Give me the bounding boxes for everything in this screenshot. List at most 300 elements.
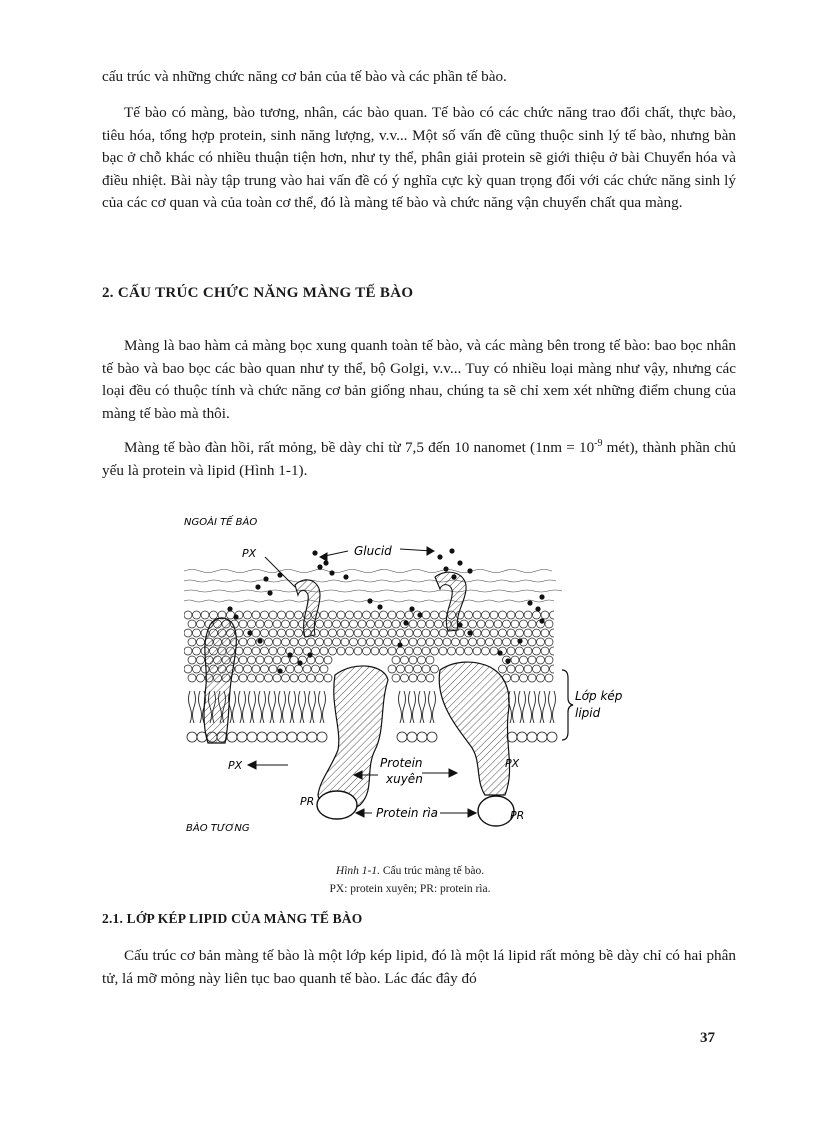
lipid-head: [312, 665, 320, 673]
lipid-head: [248, 620, 256, 628]
lipid-head: [388, 647, 396, 655]
lipid-head: [282, 656, 290, 664]
lipid-head: [533, 611, 541, 619]
lipid-head: [269, 647, 277, 655]
lipid-head: [520, 656, 528, 664]
lipid-head: [524, 629, 532, 637]
glucid-dot: [539, 618, 544, 623]
lipid-head: [409, 638, 417, 646]
lipid-head: [417, 732, 427, 742]
lipid-head: [316, 620, 324, 628]
glucid-dot: [317, 564, 322, 569]
lipid-head: [265, 674, 273, 682]
lipid-head: [346, 629, 354, 637]
exponent: -9: [594, 437, 603, 449]
glucid-dot: [517, 638, 522, 643]
lipid-head: [435, 620, 443, 628]
lipid-head: [273, 638, 281, 646]
lipid-tail: [513, 691, 516, 723]
lipid-head: [248, 638, 256, 646]
lipid-head: [460, 638, 468, 646]
glucid-dot: [397, 642, 402, 647]
lipid-head: [431, 611, 439, 619]
lipid-head: [397, 629, 405, 637]
lipid-tail: [269, 691, 272, 723]
paragraph-membrane-definition: Màng là bao hàm cả màng bọc xung quanh toàn tế bào, và các màng bên trong tế bào: bao bọc nhân tế bào và bao bọc các bào quan như ty thể, bộ Golgi, v.v... Tuy có nhiều loại màng như vậy, nhưng các loại đều có thuộc tính và chức năng cơ bản giống nhau, chúng ta sẽ chỉ xem xét những điểm chung của màng tế bào mà thôi.: [102, 337, 736, 422]
glucid-dot: [539, 594, 544, 599]
glucid-dot: [527, 600, 532, 605]
lipid-head: [363, 629, 371, 637]
lipid-head: [282, 620, 290, 628]
lipid-head: [337, 647, 345, 655]
glucid-dot: [403, 620, 408, 625]
label-outside: NGOÀI TẾ BÀO: [184, 517, 258, 528]
lipid-head: [239, 620, 247, 628]
lipid-head: [358, 620, 366, 628]
lipid-head: [397, 665, 405, 673]
lipid-head: [388, 665, 396, 673]
lipid-head: [490, 647, 498, 655]
lipid-head: [439, 647, 447, 655]
lipid-head: [431, 629, 439, 637]
lipid-head: [320, 647, 328, 655]
lipid-head: [524, 665, 532, 673]
lipid-head: [511, 656, 519, 664]
lipid-head: [533, 629, 541, 637]
lipid-head: [439, 629, 447, 637]
lipid-tail: [243, 691, 246, 723]
label-xuyen: xuyên: [386, 772, 423, 786]
glucid-dot: [307, 652, 312, 657]
lipid-head: [414, 665, 422, 673]
glucid-dot: [323, 560, 328, 565]
lipid-head: [261, 665, 269, 673]
lipid-head: [244, 611, 252, 619]
bilayer-brace: [562, 670, 573, 740]
lipid-head: [520, 620, 528, 628]
glucid-dot: [267, 590, 272, 595]
lipid-tail: [413, 691, 416, 723]
lipid-tail: [429, 691, 432, 723]
lipid-tail: [299, 691, 302, 723]
glucid-dot: [257, 638, 262, 643]
lipid-head: [371, 629, 379, 637]
figure-label: Hình 1-1.: [335, 865, 380, 877]
lipid-head: [547, 732, 557, 742]
lipid-tail: [283, 691, 286, 723]
glucid-dot: [451, 574, 456, 579]
lipid-head: [541, 629, 549, 637]
lipid-head: [490, 611, 498, 619]
lipid-head: [320, 629, 328, 637]
lipid-head: [248, 674, 256, 682]
lipid-tail: [523, 691, 526, 723]
lipid-head: [511, 674, 519, 682]
figure-title: Cấu trúc màng tế bào.: [379, 865, 485, 877]
lipid-head: [452, 638, 460, 646]
lipid-head: [397, 611, 405, 619]
lipid-head: [499, 611, 507, 619]
lipid-head: [297, 732, 307, 742]
lipid-head: [545, 674, 553, 682]
label-glucid: Glucid: [354, 544, 392, 558]
lipid-head: [320, 611, 328, 619]
lipid-head: [448, 647, 456, 655]
lipid-head: [499, 629, 507, 637]
lipid-head: [320, 665, 328, 673]
lipid-head: [316, 638, 324, 646]
lipid-head: [545, 620, 553, 628]
lipid-head: [392, 620, 400, 628]
lipid-head: [516, 665, 524, 673]
lipid-tail: [289, 691, 292, 723]
lipid-head: [269, 629, 277, 637]
lipid-head: [541, 611, 549, 619]
lipid-head: [435, 638, 443, 646]
label-pr-left: PR: [300, 795, 315, 808]
glucid-layer: [184, 570, 562, 603]
lipid-head: [465, 647, 473, 655]
lipid-tail: [409, 691, 412, 723]
lipid-head: [409, 656, 417, 664]
label-pr-right: PR: [510, 809, 525, 822]
lipid-head: [537, 732, 547, 742]
lipid-tail: [193, 691, 196, 723]
cell-membrane-diagram: [170, 505, 623, 850]
lipid-tail: [533, 691, 536, 723]
glucid-dot: [233, 614, 238, 619]
lipid-head: [507, 611, 515, 619]
lipid-head: [550, 611, 558, 619]
lipid-head: [426, 656, 434, 664]
lipid-head: [273, 620, 281, 628]
lipid-head: [329, 611, 337, 619]
lipid-tail: [293, 691, 296, 723]
lipid-head: [550, 647, 558, 655]
lipid-head: [528, 638, 536, 646]
lipid-head: [409, 674, 417, 682]
lipid-tail: [403, 691, 406, 723]
lipid-head: [426, 674, 434, 682]
lipid-tail: [419, 691, 422, 723]
lipid-head: [337, 629, 345, 637]
lipid-head: [477, 638, 485, 646]
lipid-head: [193, 647, 201, 655]
lipid-head: [261, 647, 269, 655]
glucid-dot: [312, 550, 317, 555]
lipid-head: [256, 674, 264, 682]
lipid-head: [307, 638, 315, 646]
lipid-head: [299, 638, 307, 646]
lipid-head: [443, 638, 451, 646]
lipid-head: [388, 611, 396, 619]
lipid-head: [469, 638, 477, 646]
lipid-head: [414, 629, 422, 637]
lipid-head: [257, 732, 267, 742]
lipid-head: [295, 665, 303, 673]
lipid-head: [392, 656, 400, 664]
lipid-head: [524, 611, 532, 619]
lipid-tail: [239, 691, 242, 723]
lipid-tail: [539, 691, 542, 723]
glucid-dot: [329, 570, 334, 575]
lipid-head: [278, 629, 286, 637]
lipid-tail: [249, 691, 252, 723]
lipid-head: [524, 647, 532, 655]
lipid-head: [380, 629, 388, 637]
lipid-head: [239, 638, 247, 646]
lipid-head: [407, 732, 417, 742]
glucid-dot: [457, 560, 462, 565]
lipid-head: [184, 665, 192, 673]
lipid-head: [316, 656, 324, 664]
lipid-head: [367, 620, 375, 628]
glucid-dot: [505, 658, 510, 663]
lipid-head: [252, 647, 260, 655]
lipid-tail: [263, 691, 266, 723]
lipid-head: [329, 647, 337, 655]
lipid-head: [427, 732, 437, 742]
lipid-head: [307, 732, 317, 742]
lipid-tail: [323, 691, 326, 723]
glucid-dot: [443, 566, 448, 571]
lipid-head: [414, 647, 422, 655]
lipid-head: [341, 638, 349, 646]
lipid-head: [507, 629, 515, 637]
lipid-head: [354, 629, 362, 637]
lipid-head: [324, 638, 332, 646]
lipid-head: [261, 629, 269, 637]
lipid-tail: [399, 691, 402, 723]
glucid-dot: [467, 630, 472, 635]
lipid-head: [507, 647, 515, 655]
lipid-head: [317, 732, 327, 742]
lipid-head: [282, 638, 290, 646]
lipid-head: [517, 732, 527, 742]
lipid-head: [426, 620, 434, 628]
glucid-dot: [343, 574, 348, 579]
label-px-right: PX: [505, 757, 520, 770]
lipid-head: [267, 732, 277, 742]
lipid-head: [418, 674, 426, 682]
lipid-head: [528, 620, 536, 628]
lipid-head: [188, 638, 196, 646]
lipid-head: [527, 732, 537, 742]
glucid-dot: [449, 548, 454, 553]
lipid-head: [494, 638, 502, 646]
lipid-head: [184, 629, 192, 637]
lipid-head: [303, 665, 311, 673]
lipid-head: [346, 647, 354, 655]
lipid-head: [418, 638, 426, 646]
lipid-head: [244, 665, 252, 673]
lipid-head: [277, 732, 287, 742]
lipid-head: [324, 674, 332, 682]
lipid-head: [490, 629, 498, 637]
lipid-head: [197, 620, 205, 628]
lipid-head: [520, 674, 528, 682]
lipid-head: [290, 638, 298, 646]
lipid-head: [286, 629, 294, 637]
lipid-tail: [519, 691, 522, 723]
lipid-head: [384, 638, 392, 646]
lipid-head: [273, 674, 281, 682]
glucid-dot: [247, 630, 252, 635]
lipid-head: [507, 665, 515, 673]
lipid-head: [350, 620, 358, 628]
lipid-head: [533, 647, 541, 655]
lipid-head: [201, 611, 209, 619]
lipid-head: [333, 638, 341, 646]
lipid-head: [278, 647, 286, 655]
lipid-head: [295, 629, 303, 637]
lipid-head: [482, 629, 490, 637]
lipid-head: [473, 629, 481, 637]
lipid-head: [541, 647, 549, 655]
label-cytoplasm: BÀO TƯƠNG: [186, 823, 250, 834]
lipid-head: [486, 620, 494, 628]
lipid-head: [265, 656, 273, 664]
lipid-head: [287, 732, 297, 742]
lipid-head: [473, 611, 481, 619]
lipid-head: [380, 611, 388, 619]
label-protein-ria: Protein rìa: [376, 806, 438, 820]
glucid-dot: [535, 606, 540, 611]
lipid-head: [248, 656, 256, 664]
lipid-tail: [233, 691, 236, 723]
lipid-head: [329, 629, 337, 637]
lipid-tail: [199, 691, 202, 723]
lipid-head: [545, 638, 553, 646]
lipid-head: [235, 665, 243, 673]
transmembrane-proteins: [204, 618, 510, 810]
glucid-dot: [457, 622, 462, 627]
paragraph-cell-overview: Tế bào có màng, bào tương, nhân, các bào quan. Tế bào có các chức năng trao đổi chất, thực bào, tiêu hóa, tổng hợp protein, sinh năng lượng, v.v... Một số vấn đề cũng thuộc sinh lý tế bào, nhưng bàn bạc ở chỗ khác có nhiều thuận tiện hơn, như ty thể, phân giải protein sẽ giới thiệu ở bài Chuyển hóa và điều nhiệt. Bài này tập trung vào hai vấn đề có ý nghĩa cực kỳ quan trọng đối với các chức năng sinh lý của các cơ quan và của toàn cơ thể, đó là màng tế bào và chức năng vận chuyển chất qua màng.: [102, 104, 736, 211]
heading-section-2: 2. CẤU TRÚC CHỨC NĂNG MÀNG TẾ BÀO: [102, 285, 414, 301]
lipid-head: [273, 656, 281, 664]
lipid-head: [290, 674, 298, 682]
lipid-tail: [253, 691, 256, 723]
lipid-head: [227, 732, 237, 742]
lipid-tail: [189, 691, 192, 723]
lipid-head: [545, 656, 553, 664]
figure-caption: [250, 862, 570, 880]
lipid-head: [290, 620, 298, 628]
lipid-head: [333, 620, 341, 628]
lipid-head: [371, 611, 379, 619]
lipid-tail: [273, 691, 276, 723]
paragraph-intro-end: cấu trúc và những chức năng cơ bản của tế bào và các phần tế bào.: [102, 68, 507, 85]
lipid-head: [405, 647, 413, 655]
lipid-head: [252, 629, 260, 637]
lipid-head: [324, 656, 332, 664]
glucid-dot: [417, 612, 422, 617]
lipid-head: [550, 665, 558, 673]
page-number: 37: [700, 1030, 715, 1046]
lipid-tail: [433, 691, 436, 723]
lipid-head: [187, 732, 197, 742]
lipid-head: [341, 620, 349, 628]
lipid-head: [307, 674, 315, 682]
lipid-head: [405, 629, 413, 637]
lipid-head: [405, 665, 413, 673]
label-lipid: lipid: [575, 706, 601, 720]
lipid-head: [265, 638, 273, 646]
label-protein: Protein: [380, 756, 423, 770]
lipid-head: [375, 620, 383, 628]
lipid-head: [363, 611, 371, 619]
lipid-head: [188, 620, 196, 628]
lipid-head: [503, 638, 511, 646]
lipid-head: [261, 611, 269, 619]
lipid-head: [237, 732, 247, 742]
lipid-head: [439, 611, 447, 619]
glucid-dot: [377, 604, 382, 609]
lipid-head: [239, 656, 247, 664]
lipid-head: [346, 611, 354, 619]
glucid-dot: [437, 554, 442, 559]
lipid-head: [486, 638, 494, 646]
lipid-tail: [529, 691, 532, 723]
lipid-head: [528, 674, 536, 682]
lipid-head: [184, 611, 192, 619]
lipid-tail: [259, 691, 262, 723]
glucid-dot: [255, 584, 260, 589]
lipid-head: [550, 629, 558, 637]
lipid-head: [210, 611, 218, 619]
lipid-head: [188, 674, 196, 682]
lipid-head: [431, 647, 439, 655]
lipid-head: [541, 665, 549, 673]
lipid-head: [431, 665, 439, 673]
lipid-head: [418, 656, 426, 664]
lipid-tail: [319, 691, 322, 723]
lipid-head: [316, 674, 324, 682]
paragraph-membrane-thickness: [102, 437, 736, 482]
thickness-text: Màng tế bào đàn hồi, rất mỏng, bề dày chỉ từ 7,5 đến 10 nanomet (1nm = 10: [124, 439, 595, 456]
lipid-head: [252, 665, 260, 673]
lipid-head: [456, 647, 464, 655]
paragraph-lipid-bilayer: Cấu trúc cơ bản màng tế bào là một lớp kép lipid, đó là một lá lipid rất mỏng bề dày chỉ có hai phân tử, lá mỡ mỏng này liên tục bao quanh tế bào. Lác đác đây đó: [102, 947, 736, 987]
lipid-head: [494, 620, 502, 628]
lipid-head: [409, 620, 417, 628]
label-lop-kep: Lớp kép: [575, 689, 623, 703]
lipid-head: [324, 620, 332, 628]
lipid-tail: [313, 691, 316, 723]
lipid-tail: [303, 691, 306, 723]
lipid-tail: [423, 691, 426, 723]
lipid-head: [482, 647, 490, 655]
lipid-head: [350, 638, 358, 646]
lipid-head: [401, 674, 409, 682]
lipid-head: [477, 620, 485, 628]
heading-section-2-1: 2.1. LỚP KÉP LIPID CỦA MÀNG TẾ BÀO: [102, 911, 363, 926]
lipid-head: [197, 674, 205, 682]
lipid-head: [197, 656, 205, 664]
lipid-head: [375, 638, 383, 646]
lipid-head: [392, 674, 400, 682]
lipid-head: [388, 629, 396, 637]
glucid-dot: [467, 568, 472, 573]
lipid-head: [256, 656, 264, 664]
lipid-head: [537, 638, 545, 646]
lipid-head: [239, 674, 247, 682]
lipid-head: [528, 656, 536, 664]
lipid-head: [401, 656, 409, 664]
lipid-head: [537, 656, 545, 664]
glucid-dot: [287, 652, 292, 657]
glucid-dot: [409, 606, 414, 611]
